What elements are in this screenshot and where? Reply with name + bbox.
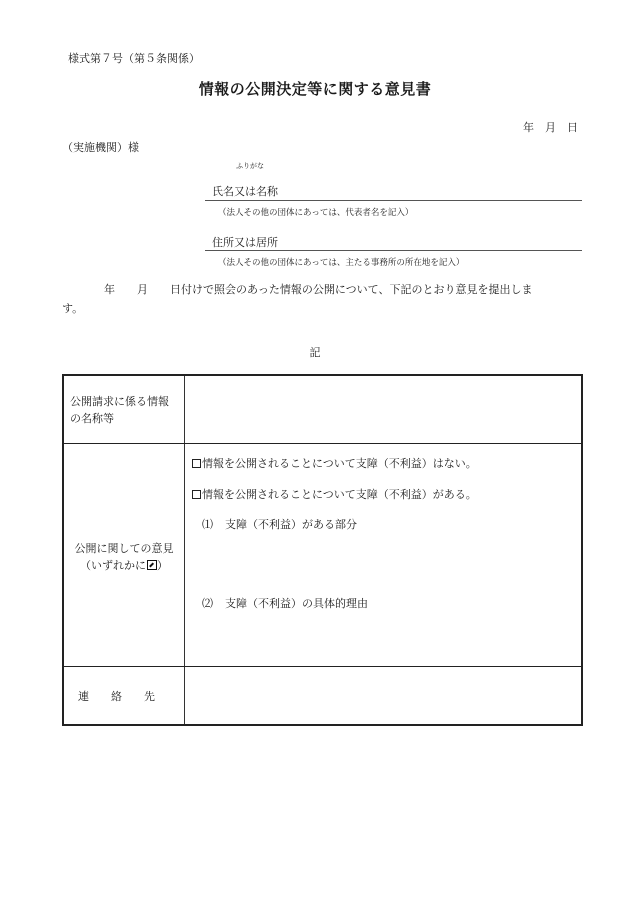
opinion-table (62, 374, 583, 726)
contact-field[interactable] (186, 668, 581, 724)
body-text-line1: 年 月 日付けで照会のあった情報の公開について、下記のとおり意見を提出しま (104, 283, 533, 296)
option-no-hindrance[interactable]: 情報を公開されることについて支障（不利益）はない。 (192, 455, 477, 472)
address-label: 住所又は居所 (212, 236, 278, 249)
table-column-divider (184, 376, 185, 724)
info-name-header: 公開請求に係る情報 の名称等 (70, 395, 169, 425)
option-hindrance[interactable]: 情報を公開されることについて支障（不利益）がある。 (192, 486, 477, 503)
name-note: （法人その他の団体にあっては、代表者名を記入） (218, 208, 414, 218)
table-row-divider-2 (64, 666, 581, 667)
date-line[interactable]: 年 月 日 (523, 121, 578, 134)
form-number: 様式第７号（第５条関係） (68, 52, 200, 65)
addressee: （実施機関）様 (62, 141, 139, 154)
body-text-line2: す。 (62, 302, 84, 315)
ki-heading: 記 (309, 346, 321, 359)
opinion-header: 公開に関しての意見 （いずれかに ） (74, 542, 174, 572)
address-note: （法人その他の団体にあっては、主たる事務所の所在地を記入） (218, 258, 465, 268)
name-label: 氏名又は名称 (212, 185, 278, 198)
table-row-divider-1 (64, 443, 581, 444)
checkbox-no-hindrance[interactable] (192, 459, 201, 468)
sub-item-1: ⑴ 支障（不利益）がある部分 (202, 518, 357, 531)
sub-item-2: ⑵ 支障（不利益）の具体的理由 (202, 597, 368, 610)
contact-header: 連 絡 先 (78, 690, 155, 703)
name-field-line[interactable] (205, 200, 582, 201)
checkmark-icon (147, 560, 157, 570)
address-field-line[interactable] (205, 250, 582, 251)
info-name-field[interactable] (186, 376, 581, 442)
document-title: 情報の公開決定等に関する意見書 (198, 80, 432, 98)
furigana-label: ふりがな (236, 162, 264, 170)
checkbox-hindrance[interactable] (192, 490, 201, 499)
